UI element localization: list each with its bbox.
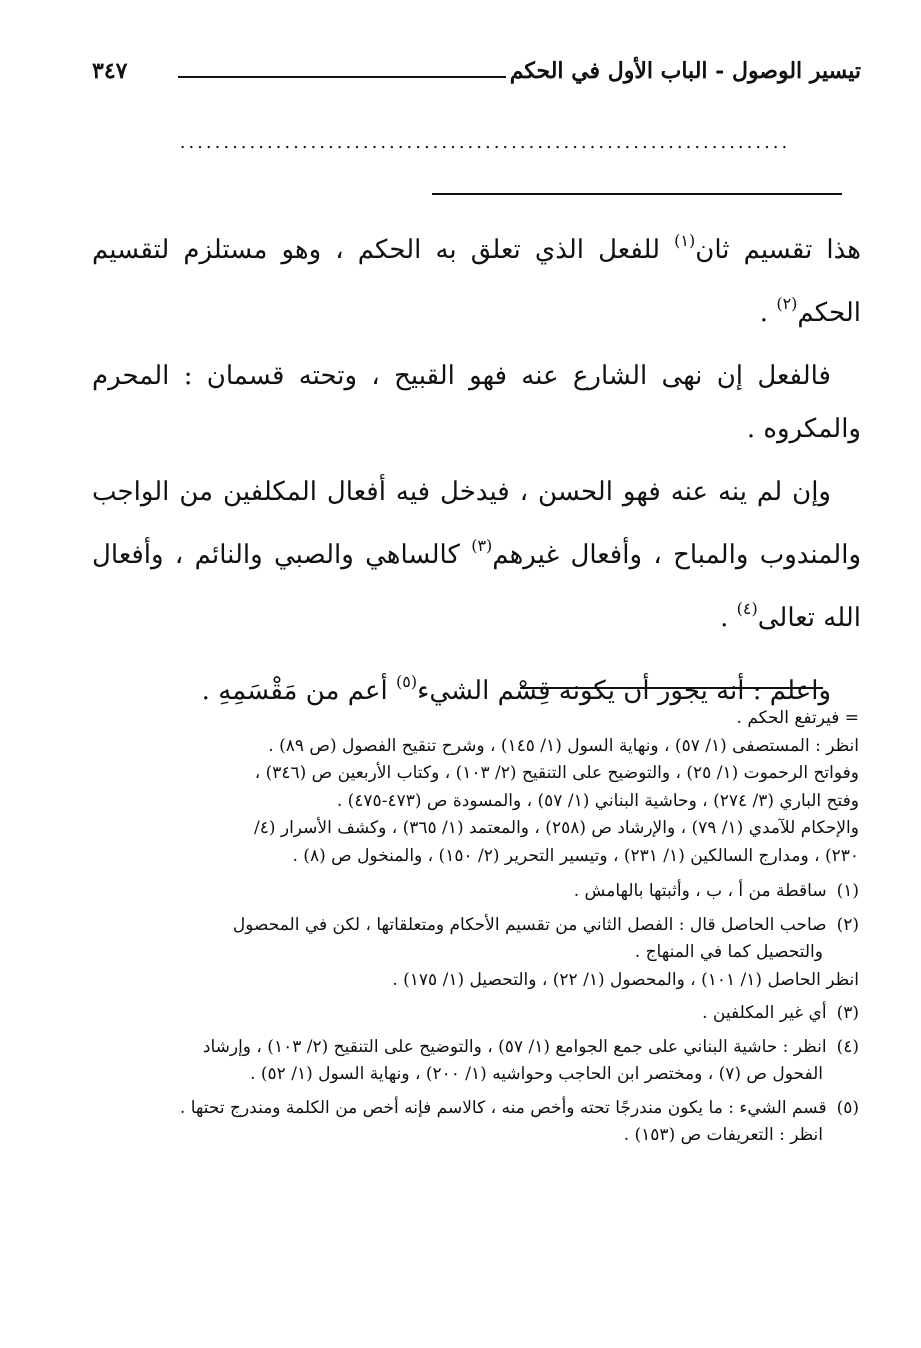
footnote-ref-1: (١)	[674, 231, 696, 250]
footnote-number: (١)	[836, 881, 859, 901]
section-rule	[432, 193, 842, 195]
footnote-ref-2: (٢)	[776, 294, 798, 313]
footnote-number: (٤)	[836, 1036, 859, 1057]
footnote-4: (٤)انظر : حاشية البناني على جمع الجوامع (١/ ٥٧) ، والتوضيح على التنقيح (٢/ ١٠٣) ، وإرشاد الفحول ص (٧) ، ومختصر ابن الحاجب وحواشيه (١/ ٢٠٠) ، ونهاية السول (١/ ٥٢) .	[202, 1036, 859, 1084]
footnote-line: = فيرتفع الحكم .	[736, 708, 859, 728]
footnote-line: ٢٣٠) ، ومدارج السالكين (١/ ٢٣١) ، وتيسير التحرير (٢/ ١٥٠) ، والمنخول ص (٨) .	[292, 845, 859, 866]
footnote-ref-4: (٤)	[736, 599, 758, 618]
running-header-title: تيسير الوصول - الباب الأول في الحكم	[509, 58, 861, 84]
footnote-ref-3: (٣)	[471, 536, 493, 555]
footnote-line: وفتح الباري (٣/ ٢٧٤) ، وحاشية البناني (١/ ٥٧) ، والمسودة ص (٤٧٣-٤٧٥) .	[336, 790, 859, 811]
footnote-line: انظر : المستصفى (١/ ٥٧) ، ونهاية السول (١/ ١٤٥) ، وشرح تنقيح الفصول (ص ٨٩) .	[268, 735, 859, 756]
footnote-ref-5: (٥)	[396, 672, 418, 691]
footnote-5: (٥)قسم الشيء : ما يكون مندرجًا تحته وأخص منه ، كالاسم فإنه أخص من الكلمة ومندرج تحتها . انظر : التعريفات ص (١٥٣) .	[179, 1097, 859, 1145]
footnote-continuation	[92, 705, 859, 870]
paragraph-3: وإن لم ينه عنه فهو الحسن ، فيدخل فيه أفعال المكلفين من الواجب والمندوب والمباح ، وأفعال غيرهم$^{(٣)}$ كالساهي والصبي والنائم ، وأفعال الله تعالى$^{(٤)}$ .	[92, 477, 861, 633]
footnote-line: والإحكام للآمدي (١/ ٧٩) ، والإرشاد ص (٢٥٨) ، والمعتمد (١/ ٣٦٥) ، وكشف الأسرار (٤/	[253, 818, 859, 838]
paragraph-1: هذا تقسيم ثان$^{(١)}$ للفعل الذي تعلق به الحكم ، وهو مستلزم لتقسيم الحكم$^{(٢)}$ .	[92, 231, 861, 328]
main-text	[92, 214, 861, 728]
paragraph-4: واعلم : أنه يجوز أن يكونه قِسْم الشيء$^{(٥)}$ أعم من مَقْسَمِهِ .	[201, 672, 831, 706]
header-rule	[178, 76, 506, 78]
omission-dots: ......................................................................	[179, 132, 791, 153]
footnote-number: (٢)	[836, 914, 859, 935]
paragraph-2: فالفعل إن نهى الشارع عنه فهو القبيح ، وتحته قسمان : المحرم والمكروه .	[92, 361, 861, 444]
footnote-2: (٢)صاحب الحاصل قال : الفصل الثاني من تقسيم الأحكام ومتعلقاتها ، لكن في المحصول والتحصيل كما في المنهاج . انظر الحاصل (١/ ١٠١) ، والمحصول (١/ ٢٢) ، والتحصيل (١/ ١٧٥) .	[232, 914, 859, 990]
footnote-1: (١)ساقطة من أ ، ب ، وأثبتها بالهامش .	[573, 881, 859, 901]
page-number: ٣٤٧	[92, 58, 128, 84]
footnote-number: (٥)	[836, 1097, 859, 1118]
footnote-number: (٣)	[836, 1003, 859, 1023]
footnote-3: (٣)أي غير المكلفين .	[702, 1003, 859, 1023]
footnote-line: وفواتح الرحموت (١/ ٢٥) ، والتوضيح على التنقيح (٢/ ١٠٣) ، وكتاب الأربعين ص (٣٤٦) ،	[254, 763, 859, 783]
footnotes	[92, 705, 859, 1156]
footnotes-rule	[520, 687, 823, 689]
